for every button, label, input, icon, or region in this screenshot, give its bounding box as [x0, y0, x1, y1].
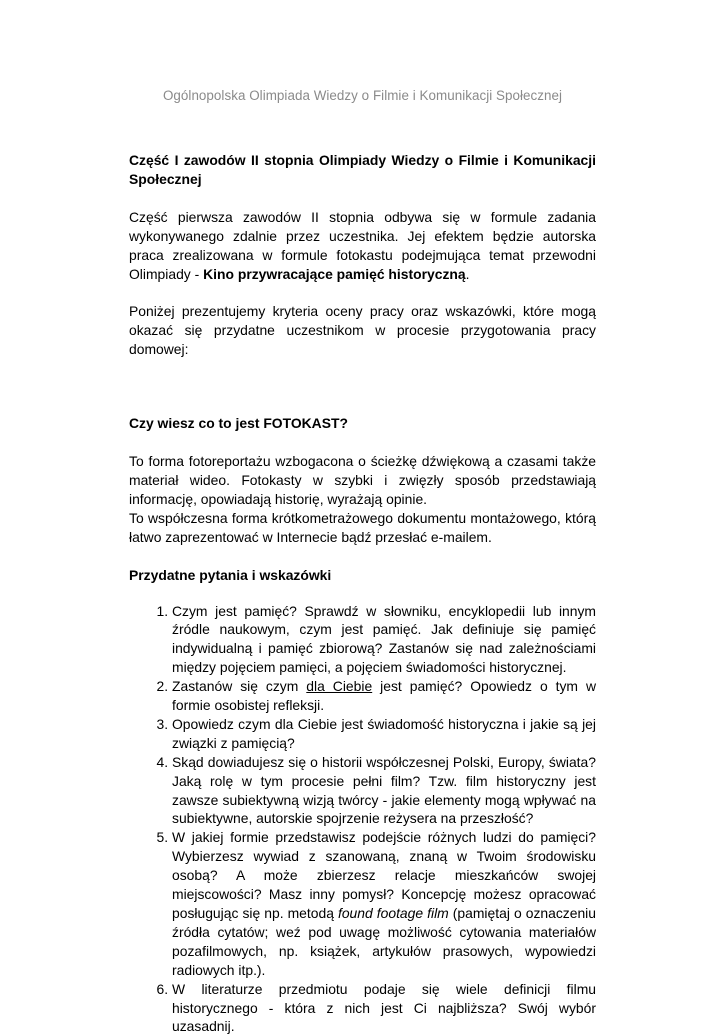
underlined-phrase: dla Ciebie: [306, 678, 372, 694]
list-item-text: Zastanów się czym: [172, 678, 306, 694]
intro-text-end: .: [466, 266, 470, 282]
list-item-text: jest pamięć? Opowiedz o tym w formie osobistej refleksji.: [172, 678, 596, 713]
list-item: [172, 677, 596, 715]
section-heading-part-one: Część I zawodów II stopnia Olimpiady Wiedzy o Filmie i Komunikacji Społecznej: [129, 151, 596, 189]
intro-paragraph: [129, 208, 596, 284]
page-header: Ogólnopolska Olimpiada Wiedzy o Filmie i Komunikacji Społecznej: [129, 88, 596, 103]
criteria-paragraph: Poniżej prezentujemy kryteria oceny pracy oraz wskazówki, które mogą okazać się przydatne uczestnikom w procesie przygotowania pracy domowej:: [129, 302, 596, 359]
fotokast-definition: To forma fotoreportażu wzbogacona o ścieżkę dźwiękową a czasami także materiał wideo. Fotokasty w szybki i zwięzły sposób przedstawiają informację, opowiadają historię, wyrażają opinie.: [129, 452, 596, 509]
list-item-text: (pamiętaj o oznaczeniu źródła cytatów; weź pod uwagę możliwość cytowania materiałów pozafilmowych, np. książek, artykułów prasowych, wypowiedzi radiowych itp.).: [172, 905, 596, 978]
list-item: 3. Opowiedz czym dla Ciebie jest świadomość historyczna i jakie są jej związki z pamięcią?: [172, 715, 596, 753]
olympiad-theme: Kino przywracające pamięć historyczną: [203, 266, 465, 282]
section-heading-fotokast: Czy wiesz co to jest FOTOKAST?: [129, 414, 596, 433]
intro-text: Część pierwsza zawodów II stopnia odbywa się w formule zadania wykonywanego zdalnie przez uczestnika. Jej efektem będzie autorska praca zrealizowana w formule fotokastu podejmująca temat przewodni Olimpiady -: [129, 209, 596, 282]
fotokast-form: To współczesna forma krótkometrażowego dokumentu montażowego, którą łatwo zaprezentować w Internecie bądź przesłać e-mailem.: [129, 509, 596, 547]
list-item: 6. W literaturze przedmiotu podaje się wiele definicji filmu historycznego - która z nich jest Ci najbliższa? Swój wybór uzasadnij.: [172, 980, 596, 1036]
document-body: [129, 151, 596, 1036]
list-item: [172, 828, 596, 979]
list-item: 4. Skąd dowiadujesz się o historii współczesnej Polski, Europy, świata? Jaką rolę w tym procesie pełni film? Tzw. film historyczny jest zawsze subiektywną wizją twórcy - jakie elementy mogą wpływać na subiektywne, autorskie spojrzenie reżysera na przeszłość?: [172, 753, 596, 829]
questions-list: [129, 602, 596, 1036]
italic-term: found footage film: [338, 905, 449, 921]
list-item: 1. Czym jest pamięć? Sprawdź w słowniku, encyklopedii lub innym źródle naukowym, czym jest pamięć. Jak definiuje się pamięć indywidualną i pamięć zbiorową? Zastanów się nad zależnościami między pojęciem pamięci, a pojęciem świadomości historycznej.: [172, 602, 596, 678]
section-heading-tips: Przydatne pytania i wskazówki: [129, 566, 596, 585]
list-item-text: W jakiej formie przedstawisz podejście różnych ludzi do pamięci? Wybierzesz wywiad z szanowaną, znaną w Twoim środowisku osobą? A może zbierzesz relacje mieszkańców swojej miejscowości? Masz inny pomysł? Koncepcję możesz opracować posługując się np. metodą: [172, 829, 596, 921]
